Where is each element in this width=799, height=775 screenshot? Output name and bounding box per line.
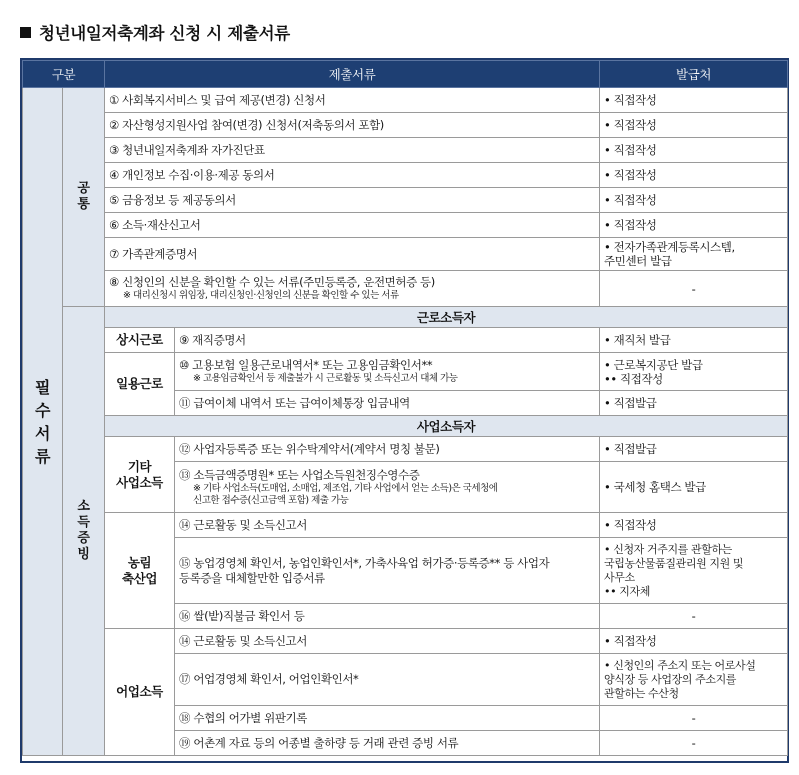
doc-cell	[175, 462, 600, 513]
issuer-cell: • 국세청 홈택스 발급	[600, 462, 788, 513]
header-category: 구분	[23, 61, 105, 88]
doc-cell: ① 사회복지서비스 및 급여 제공(변경) 신청서	[105, 88, 600, 113]
issuer-cell: • 직접작성	[600, 163, 788, 188]
table-row	[23, 213, 788, 238]
section-earned-income: 근로소득자	[105, 307, 788, 328]
doc-cell: ⑭ 근로활동 및 소득신고서	[175, 629, 600, 654]
doc-cell: ⑨ 재직증명서	[175, 328, 600, 353]
doc-cell: ⑱ 수협의 어가별 위판기록	[175, 706, 600, 731]
doc-cell: ⑭ 근로활동 및 소득신고서	[175, 513, 600, 538]
documents-table	[22, 60, 788, 756]
group-fishery: 어업소득	[105, 629, 175, 756]
table-row	[23, 88, 788, 113]
doc-cell	[175, 353, 600, 391]
issuer-cell: • 직접작성	[600, 138, 788, 163]
doc-cell: ⑮ 농업경영체 확인서, 농업인확인서*, 가축사육업 허가증·등록증** 등 사업자 등록증을 대체할만한 입증서류	[175, 538, 600, 604]
doc-cell: ② 자산형성지원사업 참여(변경) 신청서(저축동의서 포함)	[105, 113, 600, 138]
doc-text: ⑩ 고용보험 일용근로내역서* 또는 고용임금확인서**	[179, 358, 433, 372]
header-documents: 제출서류	[105, 61, 600, 88]
group-agriculture: 농림 축산업	[105, 513, 175, 629]
issuer-cell: • 직접작성	[600, 188, 788, 213]
doc-cell: ⑫ 사업자등록증 또는 위수탁계약서(계약서 명칭 불문)	[175, 437, 600, 462]
income-proof-label: 소 득 증 빙	[63, 307, 105, 756]
table-row	[23, 437, 788, 462]
doc-cell: ⑥ 소득·재산신고서	[105, 213, 600, 238]
doc-note: ※ 대리신청시 위임장, 대리신청인·신청인의 신분을 확인할 수 있는 서류	[123, 290, 399, 301]
doc-cell: ⑤ 금융정보 등 제공동의서	[105, 188, 600, 213]
issuer-cell: • 재직처 발급	[600, 328, 788, 353]
issuer-cell: -	[600, 271, 788, 307]
group-other-business: 기타 사업소득	[105, 437, 175, 513]
issuer-cell: -	[600, 604, 788, 629]
table-row	[23, 271, 788, 307]
issuer-cell: • 직접발급	[600, 437, 788, 462]
page-title	[20, 20, 290, 44]
issuer-cell: • 직접작성	[600, 88, 788, 113]
group-regular-work: 상시근로	[105, 328, 175, 353]
table-row	[23, 353, 788, 391]
issuer-cell: • 직접작성	[600, 113, 788, 138]
page-title-text: 청년내일저축계좌 신청 시 제출서류	[39, 24, 290, 43]
section-business-income: 사업소득자	[105, 416, 788, 437]
issuer-cell: • 근로복지공단 발급 •• 직접작성	[600, 353, 788, 391]
doc-cell: ③ 청년내일저축계좌 자가진단표	[105, 138, 600, 163]
group-daily-work: 일용근로	[105, 353, 175, 416]
table-header-row	[23, 61, 788, 88]
issuer-cell: • 전자가족관계등록시스템, 주민센터 발급	[600, 238, 788, 271]
doc-note: ※ 기타 사업소득(도매업, 소매업, 제조업, 기타 사업에서 얻는 소득)은 국세청에 신고한 접수증(신고금액 포함) 제출 가능	[193, 482, 498, 506]
doc-cell: ⑦ 가족관계증명서	[105, 238, 600, 271]
table-row	[23, 113, 788, 138]
issuer-cell: • 신청인의 주소지 또는 어로사설 양식장 등 사업장의 주소지를 관할하는 수산청	[600, 654, 788, 706]
table-row	[23, 328, 788, 353]
doc-cell: ⑰ 어업경영체 확인서, 어업인확인서*	[175, 654, 600, 706]
issuer-cell: -	[600, 731, 788, 756]
doc-cell: ④ 개인정보 수집·이용·제공 동의서	[105, 163, 600, 188]
doc-cell: ⑪ 급여이체 내역서 또는 급여이체통장 입금내역	[175, 391, 600, 416]
required-docs-label: 필 수 서 류	[23, 88, 63, 756]
doc-cell: ⑯ 쌀(밭)직불금 확인서 등	[175, 604, 600, 629]
doc-cell: ⑲ 어촌계 자료 등의 어종별 출하량 등 거래 관련 증빙 서류	[175, 731, 600, 756]
square-bullet-icon	[20, 27, 31, 38]
issuer-cell: • 직접작성	[600, 213, 788, 238]
table-row	[23, 138, 788, 163]
table-row	[23, 307, 788, 328]
issuer-cell: -	[600, 706, 788, 731]
table-row	[23, 416, 788, 437]
table-row	[23, 513, 788, 538]
issuer-cell: • 신청자 거주지를 관할하는 국립농산물품질관리원 지원 및 사무소 •• 지자체	[600, 538, 788, 604]
issuer-cell: • 직접발급	[600, 391, 788, 416]
table-row	[23, 629, 788, 654]
table-row	[23, 163, 788, 188]
doc-text: ⑧ 신청인의 신분을 확인할 수 있는 서류(주민등록증, 운전면허증 등)	[109, 275, 435, 289]
doc-text: ⑬ 소득금액증명원* 또는 사업소득원천징수영수증	[179, 467, 420, 482]
doc-note: ※ 고용임금확인서 등 제출불가 시 근로활동 및 소득신고서 대체 가능	[193, 373, 458, 384]
common-label: 공 통	[63, 88, 105, 307]
issuer-cell: • 직접작성	[600, 629, 788, 654]
doc-cell	[105, 271, 600, 307]
table-row	[23, 188, 788, 213]
issuer-cell: • 직접작성	[600, 513, 788, 538]
table-row	[23, 238, 788, 271]
header-issuer: 발급처	[600, 61, 788, 88]
